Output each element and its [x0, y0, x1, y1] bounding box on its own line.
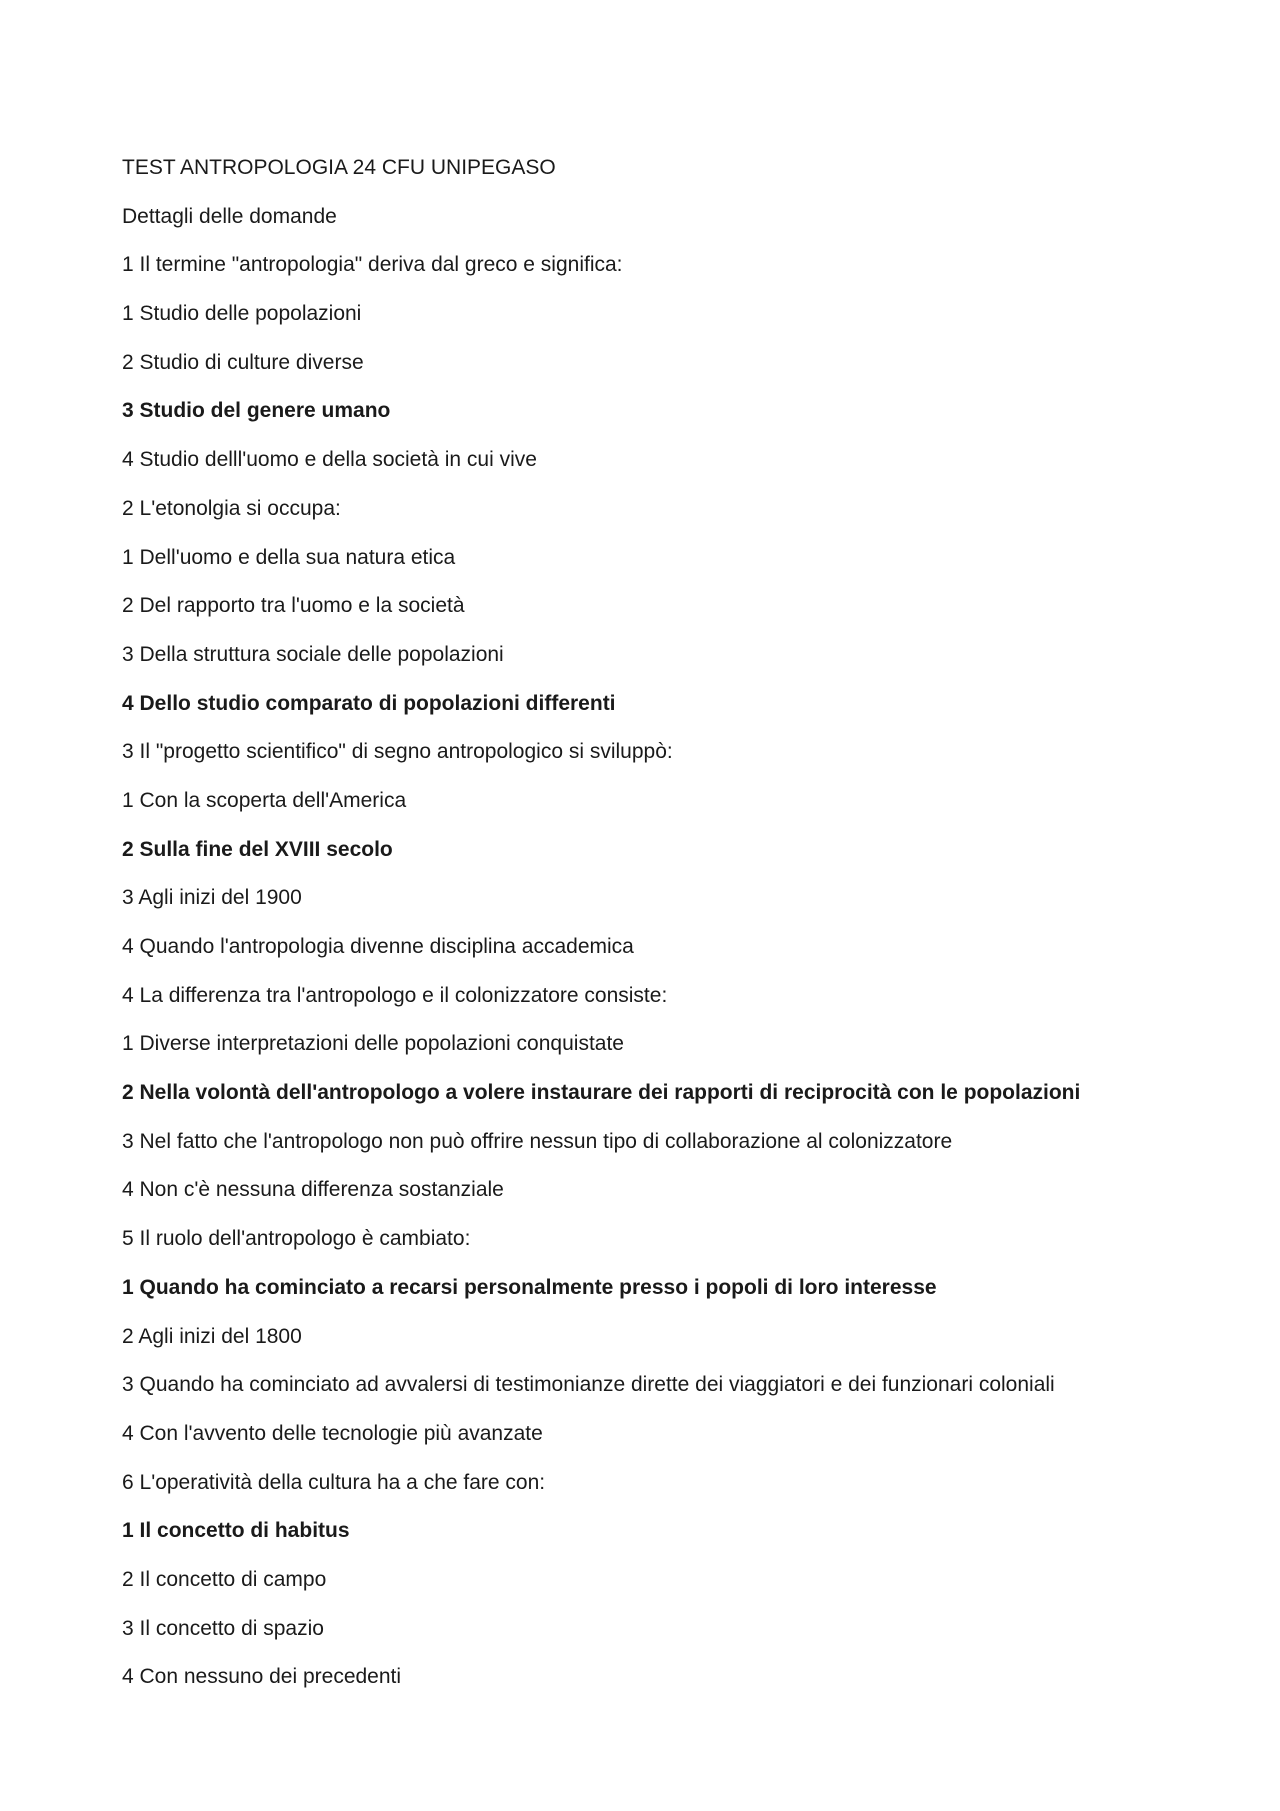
text-line: 3 Il concetto di spazio [122, 1616, 324, 1640]
document-title: TEST ANTROPOLOGIA 24 CFU UNIPEGASO [122, 156, 556, 179]
correct-answer-line: 1 Quando ha cominciato a recarsi personalmente presso i popoli di loro interesse [122, 1275, 937, 1299]
text-line: 4 La differenza tra l'antropologo e il colonizzatore consiste: [122, 983, 668, 1007]
text-line: 3 Quando ha cominciato ad avvalersi di testimonianze dirette dei viaggiatori e dei funzionari coloniali [122, 1373, 1055, 1397]
text-line: 4 Studio delll'uomo e della società in cui vive [122, 448, 537, 472]
text-line: 4 Con nessuno dei precedenti [122, 1665, 402, 1689]
question-list [122, 249, 1222, 1710]
document-subtitle: Dettagli delle domande [122, 204, 337, 228]
text-line: 3 Della struttura sociale delle popolazioni [122, 642, 504, 666]
text-line: 1 Studio delle popolazioni [122, 302, 362, 326]
text-line: 2 Studio di culture diverse [122, 350, 364, 374]
text-line: 3 Nel fatto che l'antropologo non può offrire nessun tipo di collaborazione al colonizzatore [122, 1129, 953, 1153]
correct-answer-line: 2 Sulla fine del XVIII secolo [122, 837, 393, 861]
text-line: 3 Agli inizi del 1900 [122, 886, 302, 910]
correct-answer-line: 3 Studio del genere umano [122, 399, 391, 423]
text-line: 2 Il concetto di campo [122, 1567, 327, 1591]
text-line: 1 Con la scoperta dell'America [122, 788, 407, 812]
text-line: 4 Quando l'antropologia divenne disciplina accademica [122, 935, 634, 958]
text-line: 4 Con l'avvento delle tecnologie più avanzate [122, 1421, 543, 1445]
text-line: 2 Agli inizi del 1800 [122, 1324, 302, 1348]
text-line: 5 Il ruolo dell'antropologo è cambiato: [122, 1227, 471, 1251]
text-line: 2 L'etonolgia si occupa: [122, 496, 341, 520]
text-line: 4 Non c'è nessuna differenza sostanziale [122, 1178, 504, 1202]
text-line: 1 Dell'uomo e della sua natura etica [122, 545, 456, 569]
correct-answer-line: 2 Nella volontà dell'antropologo a volere instaurare dei rapporti di reciprocità con le popolazioni [122, 1081, 1081, 1105]
text-line: 6 L'operatività della cultura ha a che fare con: [122, 1470, 546, 1494]
text-line: 2 Del rapporto tra l'uomo e la società [122, 594, 465, 618]
text-line: 1 Diverse interpretazioni delle popolazioni conquistate [122, 1032, 624, 1056]
correct-answer-line: 1 Il concetto di habitus [122, 1519, 350, 1543]
document-body [122, 152, 1222, 1710]
correct-answer-line: 4 Dello studio comparato di popolazioni differenti [122, 691, 616, 715]
text-line: 1 Il termine "antropologia" deriva dal greco e significa: [122, 253, 623, 277]
text-line: 3 Il "progetto scientifico" di segno antropologico si sviluppò: [122, 740, 673, 764]
